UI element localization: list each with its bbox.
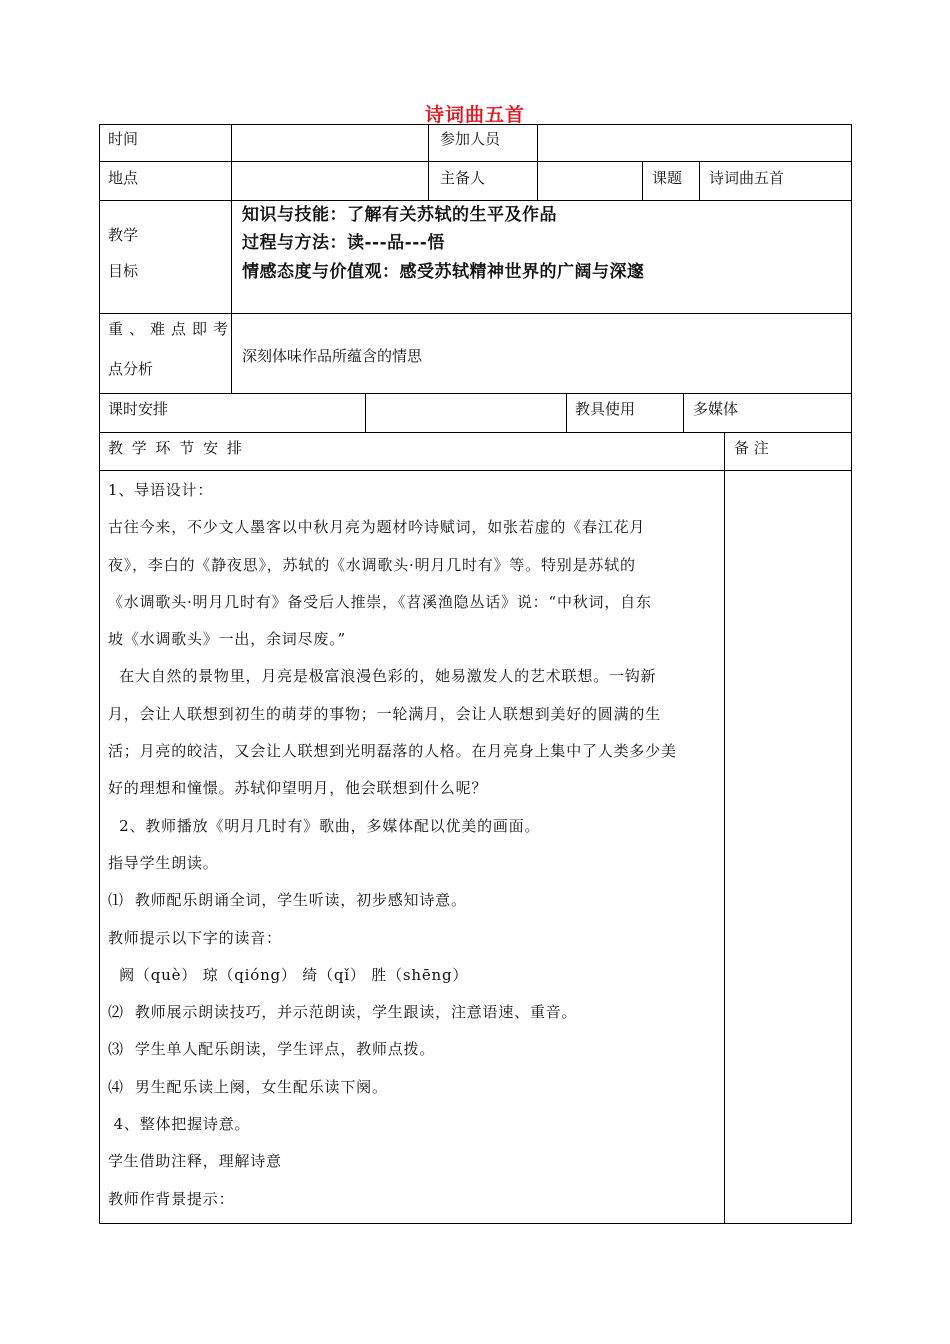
content-line: 学生借助注释，理解诗意 xyxy=(108,1152,282,1171)
col-divider xyxy=(566,393,567,432)
place-label: 地点 xyxy=(108,169,139,187)
content-line: ⑵ 教师展示朗读技巧，并示范朗读，学生跟读，注意语速、重音。 xyxy=(108,1003,578,1022)
content-line: 《水调歌头·明月几时有》备受后人推崇，《苕溪渔隐丛话》说：“中秋词，自东 xyxy=(108,592,652,611)
tools-label: 教具使用 xyxy=(575,400,636,418)
content-line: 月，会让人联想到初生的萌芽的事物；一轮满月，会让人联想到美好的圆满的生 xyxy=(108,704,662,723)
row-divider xyxy=(99,432,852,433)
content-line: 2、教师播放《明月几时有》歌曲，多媒体配以优美的画面。 xyxy=(108,816,541,835)
content-line: 夜》，李白的《静夜思》，苏轼的《水调歌头·明月几时有》等。特别是苏轼的 xyxy=(108,555,636,574)
section-header: 教 学 环 节 安 排 xyxy=(108,439,244,457)
col-divider xyxy=(537,124,538,200)
tools-value: 多媒体 xyxy=(693,400,739,418)
topic-value: 诗词曲五首 xyxy=(709,169,785,187)
row-divider xyxy=(99,161,852,162)
lesson-content xyxy=(108,472,720,1218)
col-divider xyxy=(231,200,232,393)
topic-label: 课题 xyxy=(652,169,683,187)
col-divider xyxy=(428,124,429,200)
content-line: 古往今来，不少文人墨客以中秋月亮为题材吟诗赋词，如张若虚的《春江花月 xyxy=(108,518,646,537)
row-divider xyxy=(99,313,852,314)
content-line: 阙（què） 琼（qióng） 绮（qǐ） 胜（shēng） xyxy=(108,965,469,984)
goal-knowledge: 知识与技能：了解有关苏轼的生平及作品 xyxy=(242,205,557,225)
col-divider xyxy=(231,124,232,200)
goal-attitude: 情感态度与价值观：感受苏轼精神世界的广阔与深邃 xyxy=(242,262,645,282)
participants-label: 参加人员 xyxy=(440,130,501,148)
goal-process: 过程与方法：读---品---悟 xyxy=(242,233,445,253)
col-divider xyxy=(683,393,684,432)
content-line: ⑴ 教师配乐朗诵全词，学生听读，初步感知诗意。 xyxy=(108,891,467,910)
time-label: 时间 xyxy=(108,130,139,148)
content-line: 4、整体把握诗意。 xyxy=(108,1115,251,1134)
key-points-label: 点分析 xyxy=(108,360,154,378)
content-line: 活；月亮的皎洁，又会让人联想到光明磊落的人格。在月亮身上集中了人类多少美 xyxy=(108,742,677,761)
content-line: 在大自然的景物里，月亮是极富浪漫色彩的，她易激发人的艺术联想。一钩新 xyxy=(108,667,657,686)
goals-label: 教学 xyxy=(108,226,139,244)
row-divider xyxy=(99,393,852,394)
notes-header: 备 注 xyxy=(734,439,769,457)
content-line: ⑶ 学生单人配乐朗读，学生评点，教师点拨。 xyxy=(108,1040,436,1059)
content-line: 好的理想和憧憬。苏轼仰望明月，他会联想到什么呢？ xyxy=(108,779,488,798)
col-divider xyxy=(365,393,366,432)
content-line: 坡《水调歌头》一出，余词尽废。” xyxy=(108,630,346,649)
col-divider xyxy=(724,432,725,1224)
row-divider xyxy=(99,470,852,471)
row-divider xyxy=(99,200,852,201)
content-line: 教师作背景提示： xyxy=(108,1189,235,1208)
schedule-label: 课时安排 xyxy=(108,400,169,418)
content-line: 教师提示以下字的读音： xyxy=(108,928,282,947)
page-title: 诗词曲五首 xyxy=(424,104,525,126)
content-line: 指导学生朗读。 xyxy=(108,853,219,872)
col-divider xyxy=(642,161,643,200)
key-points-label: 重、难点即考 xyxy=(108,320,235,338)
key-points-value: 深刻体味作品所蕴含的情思 xyxy=(242,347,423,365)
col-divider xyxy=(699,161,700,200)
goals-label: 目标 xyxy=(108,262,139,280)
preparer-label: 主备人 xyxy=(440,169,486,187)
content-line: ⑷ 男生配乐读上阕，女生配乐读下阕。 xyxy=(108,1077,388,1096)
content-line: 1、导语设计： xyxy=(108,481,214,499)
